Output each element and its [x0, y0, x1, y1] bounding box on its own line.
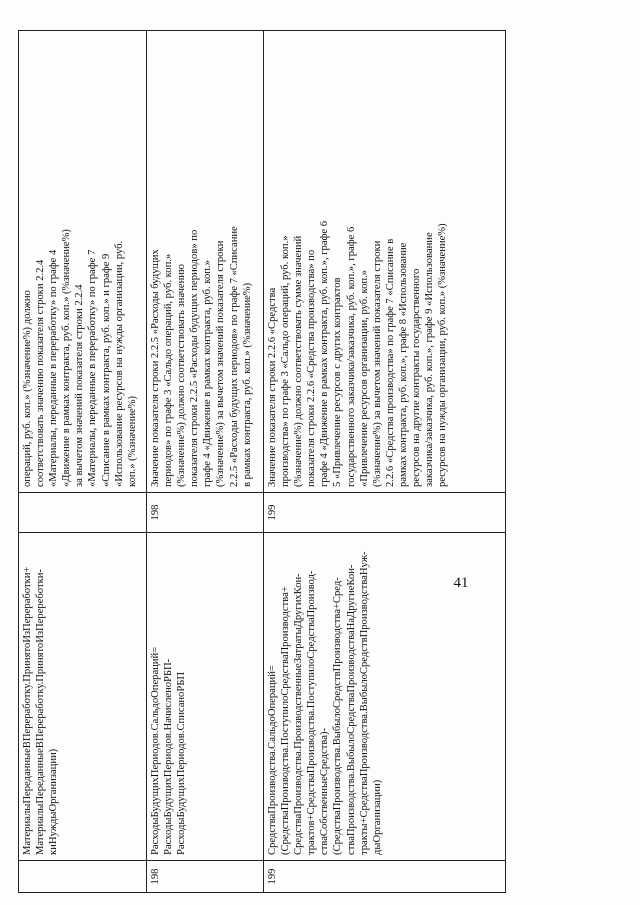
description-line: 5 «Привлечение ресурсов с других контрактов [332, 277, 344, 487]
description-cell [264, 31, 506, 493]
row-number: 199 [264, 861, 506, 893]
description-line: соответствовать значению показателя строки 2.2.4 [35, 259, 47, 487]
formula-line: киНуждыОрганизации) [48, 748, 60, 855]
description-line: (%значение%) за вычетом значений показателя строки [371, 240, 383, 487]
formula-line: РасходыБудущихПериодов.СписаноРБП [176, 672, 188, 855]
table-row [147, 31, 264, 893]
description-line: «Материалы, переданные в переработку» по графе 7 [87, 249, 99, 487]
description-line: ресурсов на нужды организации, руб. коп.» (%значение%) [437, 223, 449, 487]
description-line: производства» по графе 3 «Сальдо операций, руб. коп.» [280, 235, 292, 487]
description-line: за вычетом значений показателя строки 2.2.4 [74, 284, 86, 487]
description-line: «Использование ресурсов на нужды организации, руб. [113, 240, 125, 487]
table-row [19, 31, 147, 893]
table-row [264, 31, 506, 893]
formula-line: РасходыБудущихПериодов.НачисленоРБП- [163, 658, 175, 855]
description-line: коп.» (%значение%) [126, 395, 138, 487]
description-line: «Списание в рамках контракта, руб. коп.» и графе 9 [100, 253, 112, 487]
description-line: 2.2.5 «Расходы будущих периодов» по графе 7 «Списание [228, 226, 240, 487]
formula-line: СредстваПроизводства.ПроизводственныеЗатратыДругихКон- [293, 573, 305, 855]
description-line: (%значение%) должно соответствовать значению [176, 264, 188, 487]
description-line: периодов» по графе 3 «Сальдо операций, руб. коп.» [163, 253, 175, 487]
formula-line: (СредстваПроизводства.ПоступилоСредстваПроизводства+ [280, 586, 292, 855]
description-line: (%значение%) должно соответствовать сумме значений [293, 235, 305, 487]
description-line: «Материалы, переданные в переработку» по графе 4 [48, 249, 60, 487]
description-line: показателя строки 2.2.5 «Расходы будущих периодов» по [189, 229, 201, 487]
formula-line: стваПроизводства.ВыбылоСредстваПроизводстваНаДругиеКон- [345, 564, 357, 855]
formula-line: МатериалыПереданныеВПереработку.ПринятоИзПереработки+ [22, 566, 33, 855]
description-line: в рамках контракта, руб. коп.» (%значение%) [241, 282, 253, 487]
formula-line: стваСобственныеСредства)- [319, 727, 331, 855]
formula-cell [147, 533, 264, 861]
formula-line: дыОрганизации) [371, 779, 383, 855]
formula-line: тракты+СредстваПроизводства.ВыбылоСредствПроизводстваНуж- [358, 551, 370, 855]
formula-line: РасходыБудущихПериодов.СальдоОпераций= [150, 646, 161, 855]
description-line: рамках контракта, руб. коп.», графе 8 «Использование [397, 242, 409, 487]
description-line: операций, руб. коп.» (%значение%) должно [22, 290, 33, 487]
description-line: графе 4 «Движение в рамках контракта, руб. коп.», графе 6 [319, 220, 331, 487]
check-number [19, 493, 147, 533]
page-number: 41 [453, 575, 469, 591]
check-number: 199 [264, 493, 506, 533]
description-line: заказчика/заказчика, руб. коп.», графе 9 «Использование [424, 232, 436, 487]
description-line: государственного заказчика/заказчика, руб. коп.», графе 6 [345, 226, 357, 487]
formula-line: МатериалыПереданныеВПереработку.ПринятоИзПеререботки- [35, 569, 47, 855]
description-line: (%значение%) за вычетом значений показателя строки [215, 240, 227, 487]
description-line: графе 4 «Движение в рамках контракта, руб. коп.» [202, 260, 214, 487]
description-cell [19, 31, 147, 493]
description-line: «Привлечение ресурсов организации, руб. коп.» [358, 270, 370, 487]
formula-line: СредстваПроизводства.СальдоОпераций= [267, 665, 278, 855]
description-line: Значение показателя строки 2.2.6 «Средства [267, 287, 278, 487]
description-line: 2.2.6 «Средства производства» по графе 7 «Списание в [384, 238, 396, 487]
description-line: «Движение в рамках контракта, руб. коп.» (%значение%) [61, 229, 73, 487]
row-number [19, 861, 147, 893]
formula-cell [19, 533, 147, 861]
description-line: показателя строки 2.2.6 «Средства производства» по [306, 249, 318, 487]
formula-line: (СредстваПроизводства.ВыбылоСредствПроизводства+Сред- [332, 577, 344, 855]
row-number: 198 [147, 861, 264, 893]
description-cell [147, 31, 264, 493]
description-line: Значение показателя строки 2.2.5 «Расходы будущих [150, 249, 161, 487]
description-line: ресурсов на другие контракты государственного [411, 268, 423, 487]
formula-line: трактов+СредстваПроизводства.ПоступилоСредстваПроизвод- [306, 570, 318, 855]
check-number: 198 [147, 493, 264, 533]
validation-rules-table [18, 30, 506, 893]
